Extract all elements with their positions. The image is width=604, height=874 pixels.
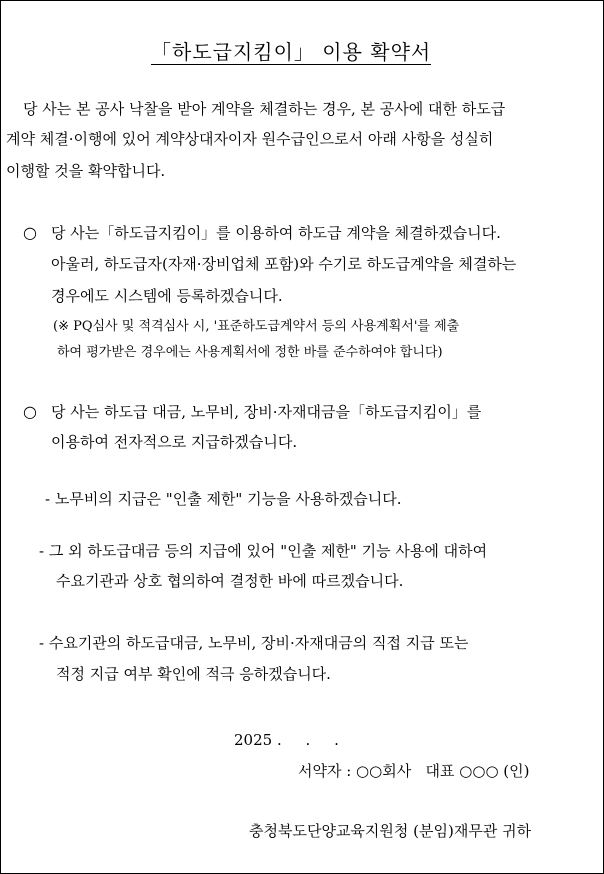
intro-line-1: 당 사는 본 공사 낙찰을 받아 계약을 체결하는 경우, 본 공사에 대한 하도급 <box>23 100 506 118</box>
sub-item-1: - 노무비의 지급은 "인출 제한" 기능을 사용하겠습니다. <box>45 490 402 508</box>
intro-line-2: 계약 체결·이행에 있어 계약상대자이자 원수급인으로서 아래 사항을 성실히 <box>6 130 494 148</box>
sub-item-3-line-1: - 수요기관의 하도급대금, 노무비, 장비·자재대금의 직접 지급 또는 <box>39 634 469 652</box>
item1-line-1: 당 사는「하도급지킴이」를 이용하여 하도급 계약을 체결하겠습니다. <box>51 224 501 242</box>
item2-bullet: ○ <box>23 402 37 421</box>
item1-line-3: 경우에도 시스템에 등록하겠습니다. <box>51 287 283 305</box>
item2-line-2: 이용하여 전자적으로 지급하겠습니다. <box>51 433 298 451</box>
item1-note-line-2: 하여 평가받은 경우에는 사용계획서에 정한 바를 준수하여야 합니다) <box>57 345 443 360</box>
signer-line: 서약자 : ○○회사 대표 ○○○ (인) <box>298 762 530 780</box>
item1-note-line-1: (※ PQ심사 및 적격심사 시, '표준하도급계약서 등의 사용계획서'를 제출 <box>53 319 460 334</box>
date-line: 2025 . . . <box>234 731 339 749</box>
item2-line-1: 당 사는 하도급 대금, 노무비, 장비·자재대금을「하도급지킴이」를 <box>51 403 482 421</box>
sub-item-2-line-2: 수요기관과 상호 협의하여 결정한 바에 따르겠습니다. <box>56 572 404 590</box>
intro-line-3: 이행할 것을 확약합니다. <box>6 162 166 180</box>
sub-item-3-line-2: 적정 지급 여부 확인에 적극 응하겠습니다. <box>56 665 331 683</box>
item1-line-2: 아울러, 하도급자(자재·장비업체 포함)와 수기로 하도급계약을 체결하는 <box>51 255 517 273</box>
item1-bullet: ○ <box>23 223 37 242</box>
page-title: 「하도급지킴이」 이용 확약서 <box>151 40 432 64</box>
recipient-line: 충청북도단양교육지원청 (분임)재무관 귀하 <box>249 822 532 840</box>
sub-item-2-line-1: - 그 외 하도급대금 등의 지급에 있어 "인출 제한" 기능 사용에 대하여 <box>39 542 488 560</box>
